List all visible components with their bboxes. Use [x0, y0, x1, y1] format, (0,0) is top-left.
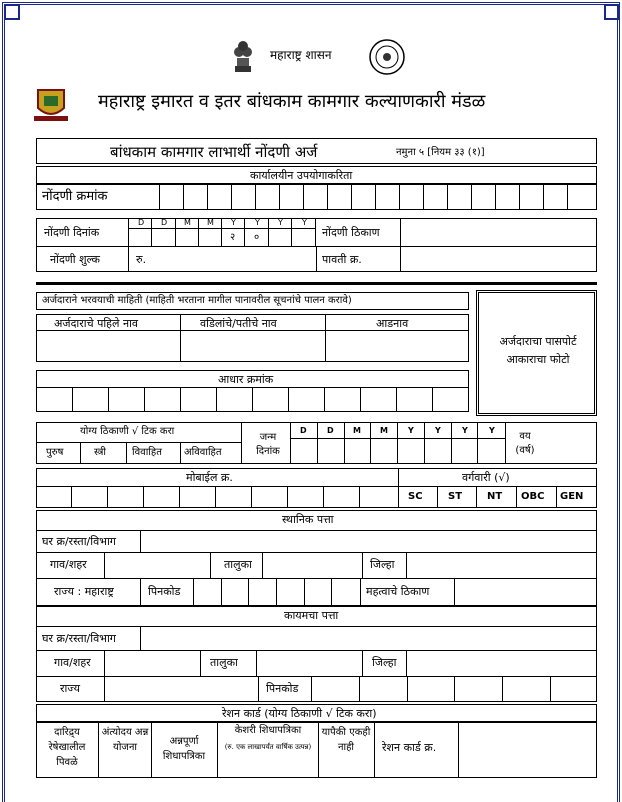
- local-pincode-boxes[interactable]: [193, 578, 361, 606]
- date-mark-d: D: [138, 218, 145, 227]
- divider: [400, 246, 401, 272]
- ashoka-emblem-icon: [232, 36, 254, 76]
- date-mark-m: M: [207, 218, 214, 227]
- divider: [556, 486, 557, 508]
- divider: [104, 552, 105, 578]
- divider: [362, 650, 363, 676]
- category-label: वर्गवारी (√): [462, 471, 510, 484]
- divider: [516, 486, 517, 508]
- year-digit: २: [230, 232, 236, 243]
- permanent-pincode-label: पिनकोड: [266, 682, 299, 695]
- divider: [104, 676, 105, 702]
- dob-boxes[interactable]: [290, 422, 506, 464]
- dob-mark-y: Y: [435, 426, 441, 435]
- divider: [256, 650, 257, 676]
- board-title: महाराष्ट्र इमारत व इतर बांधकाम कामगार कल्याणकारी मंडळ: [98, 91, 486, 112]
- category-sc[interactable]: SC: [408, 491, 423, 502]
- divider: [80, 442, 81, 464]
- photo-label: अर्जदाराचा पासपोर्ट आकाराचा फोटो: [499, 335, 577, 366]
- divider: [210, 552, 211, 578]
- divider: [128, 246, 129, 272]
- government-label: महाराष्ट्र शासन: [270, 48, 332, 62]
- age-field[interactable]: [542, 422, 597, 464]
- male-option[interactable]: पुरुष: [46, 447, 64, 458]
- dob-mark-y: Y: [462, 426, 468, 435]
- local-taluka-label: तालुका: [224, 558, 252, 571]
- divider: [36, 552, 597, 553]
- mobile-boxes[interactable]: [36, 486, 398, 508]
- female-option[interactable]: स्त्री: [94, 447, 106, 458]
- category-st[interactable]: ST: [448, 491, 463, 502]
- divider: [290, 438, 506, 439]
- registration-place-label: नोंदणी ठिकाण: [322, 226, 380, 239]
- divider: [437, 486, 438, 508]
- divider: [374, 722, 375, 778]
- registration-date-label: नोंदणी दिनांक: [44, 226, 100, 239]
- first-name-label: अर्जदाराचे पहिले नाव: [54, 317, 139, 330]
- surname-field[interactable]: [326, 331, 468, 361]
- divider: [36, 442, 241, 443]
- divider: [36, 650, 597, 651]
- dob-mark-m: M: [380, 426, 388, 435]
- registration-number-label: नोंदणी क्रमांक: [42, 189, 108, 204]
- ration-annapurna-option[interactable]: अन्नपूर्णा शिधापत्रिका: [162, 736, 206, 762]
- local-house-field[interactable]: [141, 531, 596, 551]
- divider: [241, 422, 242, 464]
- mobile-label: मोबाईल क्र.: [186, 471, 233, 484]
- divider: [398, 468, 399, 508]
- aadhaar-boxes[interactable]: [36, 388, 469, 412]
- local-village-label: गाव/शहर: [50, 558, 87, 571]
- permanent-address-heading: कायमचा पत्ता: [284, 609, 339, 622]
- form-title: बांधकाम कामगार लाभार्थी नोंदणी अर्ज: [110, 143, 318, 161]
- father-name-label: वडिलांचे/पतीचे नाव: [200, 317, 277, 330]
- category-gen[interactable]: GEN: [560, 491, 584, 502]
- divider: [476, 486, 477, 508]
- registration-number-boxes[interactable]: [136, 184, 597, 210]
- important-place-label: महत्वाचे ठिकाण: [366, 585, 430, 598]
- divider: [217, 722, 218, 778]
- divider: [180, 442, 181, 464]
- date-mark-y: Y: [255, 218, 260, 227]
- local-district-label: जिल्हा: [370, 558, 395, 571]
- divider: [318, 722, 319, 778]
- age-label: वय (वर्ष): [515, 431, 535, 456]
- divider: [400, 218, 401, 246]
- receipt-number-label: पावती क्र.: [322, 253, 362, 266]
- permanent-taluka-label: तालुका: [210, 656, 238, 669]
- ration-antyodaya-option[interactable]: अंत्योदय अन्न योजना: [101, 727, 149, 753]
- ration-bpl-option[interactable]: दारिद्र्य रेषेखालील पिवळे: [48, 727, 86, 768]
- date-mark-y: Y: [231, 218, 236, 227]
- board-logo-icon: [30, 86, 72, 124]
- permanent-house-field[interactable]: [141, 627, 596, 649]
- year-digit: ०: [254, 232, 260, 243]
- surname-label: आडनाव: [376, 317, 409, 330]
- ration-number-field[interactable]: [459, 723, 596, 777]
- divider: [406, 552, 407, 578]
- registration-fee-label: नोंदणी शुल्क: [50, 253, 100, 266]
- ration-kesari-note: (रु. एक लाखापर्यंत वार्षिक उत्पन्न): [224, 743, 312, 751]
- divider: [151, 722, 152, 778]
- ration-none-option[interactable]: यापैकी एकही नाही: [321, 727, 371, 753]
- dob-mark-d: D: [300, 426, 307, 435]
- date-mark-d: D: [161, 218, 168, 227]
- category-obc[interactable]: OBC: [521, 491, 545, 502]
- divider: [126, 442, 127, 464]
- divider: [362, 552, 363, 578]
- ration-kesari-option[interactable]: केशरी शिधापत्रिका: [234, 725, 302, 736]
- dob-mark-y: Y: [408, 426, 414, 435]
- unmarried-option[interactable]: अविवाहित: [184, 447, 222, 458]
- section-separator: [36, 282, 597, 285]
- permanent-village-label: गाव/शहर: [54, 656, 91, 669]
- local-address-heading: स्थानिक पत्ता: [282, 513, 334, 526]
- corner-ornament: [4, 4, 20, 20]
- divider: [406, 650, 407, 676]
- aadhaar-label: आधार क्रमांक: [218, 373, 274, 386]
- divider: [454, 578, 455, 606]
- rupees-label: रु.: [136, 253, 147, 266]
- local-house-label: घर क्र/रस्ता/विभाग: [42, 535, 116, 548]
- form-reference: नमुना ५ [नियम ३३ (१)]: [396, 147, 485, 158]
- divider: [316, 246, 317, 272]
- category-nt[interactable]: NT: [487, 491, 503, 502]
- permanent-district-label: जिल्हा: [372, 656, 397, 669]
- dob-mark-y: Y: [489, 426, 495, 435]
- local-state-label: राज्य : महाराष्ट्र: [54, 585, 114, 598]
- permanent-pincode-boxes[interactable]: [311, 676, 597, 702]
- ration-number-label: रेशन कार्ड क्र.: [382, 741, 437, 754]
- dob-mark-m: M: [353, 426, 361, 435]
- local-pincode-label: पिनकोड: [148, 585, 181, 598]
- date-mark-y: Y: [278, 218, 283, 227]
- divider: [128, 228, 316, 229]
- ration-heading: रेशन कार्ड (योग्य ठिकाणी √ टिक करा): [222, 707, 377, 720]
- divider: [262, 552, 263, 578]
- corner-ornament: [604, 4, 620, 20]
- dob-mark-d: D: [327, 426, 334, 435]
- divider: [104, 650, 105, 676]
- divider: [140, 578, 141, 606]
- maharashtra-seal-icon: [368, 38, 406, 76]
- registration-date-boxes[interactable]: [128, 218, 316, 246]
- date-mark-y: Y: [302, 218, 307, 227]
- dob-label: जन्म दिनांक: [256, 432, 280, 457]
- divider: [258, 676, 259, 702]
- divider: [200, 650, 201, 676]
- office-use-heading: कार्यालयीन उपयोगाकरिता: [250, 169, 353, 182]
- married-option[interactable]: विवाहित: [132, 447, 162, 458]
- permanent-state-label: राज्य: [60, 682, 81, 695]
- first-name-field[interactable]: [37, 331, 179, 361]
- date-mark-m: M: [184, 218, 191, 227]
- applicant-heading: अर्जदाराने भरवयाची माहिती (माहिती भरताना मागील पानावरील सूचनांचे पालन करावे): [42, 295, 352, 306]
- tick-hint: योग्य ठिकाणी √ टिक करा: [80, 426, 175, 437]
- divider: [98, 722, 99, 778]
- permanent-house-label: घर क्र/रस्ता/विभाग: [42, 632, 116, 645]
- father-name-field[interactable]: [181, 331, 324, 361]
